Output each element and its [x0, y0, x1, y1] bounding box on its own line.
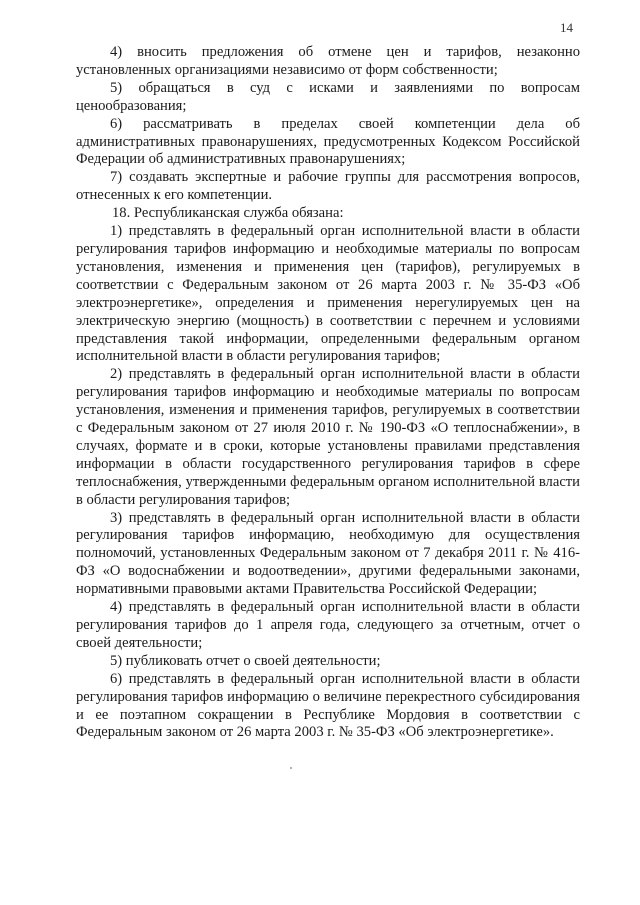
- paragraph-item-7-groups: 7) создавать экспертные и рабочие группы для рассмотрения вопросов, отнесенных к его компетенции.: [76, 169, 580, 204]
- paragraph-duty-6: 6) представлять в федеральный орган исполнительной власти в области регулирования тарифов информацию о величине перекрестного субсидирования и ее поэтапном сокращении в Республике Мордовия в соответствии с Федеральным законом от 26 марта 2003 г. № 35-ФЗ «Об электроэнергетике».: [76, 670, 580, 741]
- paragraph-duty-2: 2) представлять в федеральный орган исполнительной власти в области регулирования тарифов информацию и необходимые материалы по вопросам установления, изменения и применения тарифов, регулируемых в соответствии с Федеральным законом от 27 июля 2010 г. № 190-ФЗ «О теплоснабжении», в случаях, формате и в сроки, которые установлены правилами представления информации в области государственного регулирования тарифов в сфере теплоснабжения, утвержденными федеральным органом исполнительной власти в области регулирования тарифов;: [76, 366, 580, 508]
- paragraph-item-4-proposals: 4) вносить предложения об отмене цен и тарифов, незаконно установленных организациями независимо от форм собственности;: [76, 44, 580, 78]
- paragraph-duty-4: 4) представлять в федеральный орган исполнительной власти в области регулирования тарифов до 1 апреля года, следующего за отчетным, отчет о своей деятельности;: [76, 599, 580, 651]
- page-number: 14: [560, 20, 573, 35]
- document-body: [76, 44, 580, 742]
- paragraph-item-5-court: 5) обращаться в суд с исками и заявлениями по вопросам ценообразования;: [76, 79, 580, 114]
- paragraph-item-6-cases: 6) рассматривать в пределах своей компетенции дела об административных правонарушениях, предусмотренных Кодексом Российской Федерации об административных правонарушениях;: [76, 115, 580, 168]
- paragraph-duty-5: 5) публиковать отчет о своей деятельности;: [110, 652, 381, 669]
- paragraph-duty-3: 3) представлять в федеральный орган исполнительной власти в области регулирования тарифов информацию, необходимую для осуществления полномочий, установленных Федеральным законом от 7 декабря 2011 г. № 416-ФЗ «О водоснабжении и водоотведении», другими федеральными законами, нормативными правовыми актами Правительства Российской Федерации;: [76, 509, 580, 598]
- paragraph-duty-1: 1) представлять в федеральный орган исполнительной власти в области регулирования тарифов информацию и необходимые материалы по вопросам установления, изменения и применения цен (тарифов), регулируемых в соответствии с Федеральным законом от 26 марта 2003 г. № 35-ФЗ «Об электроэнергетике», определения и применения нерегулируемых цен на электрическую энергию (мощность) в соответствии с перечнем и условиями представления такой информации, определенными федеральным органом исполнительной власти в области регулирования тарифов;: [76, 223, 580, 365]
- scan-speck: [290, 767, 292, 769]
- section-heading-18: 18. Республиканская служба обязана:: [112, 205, 344, 222]
